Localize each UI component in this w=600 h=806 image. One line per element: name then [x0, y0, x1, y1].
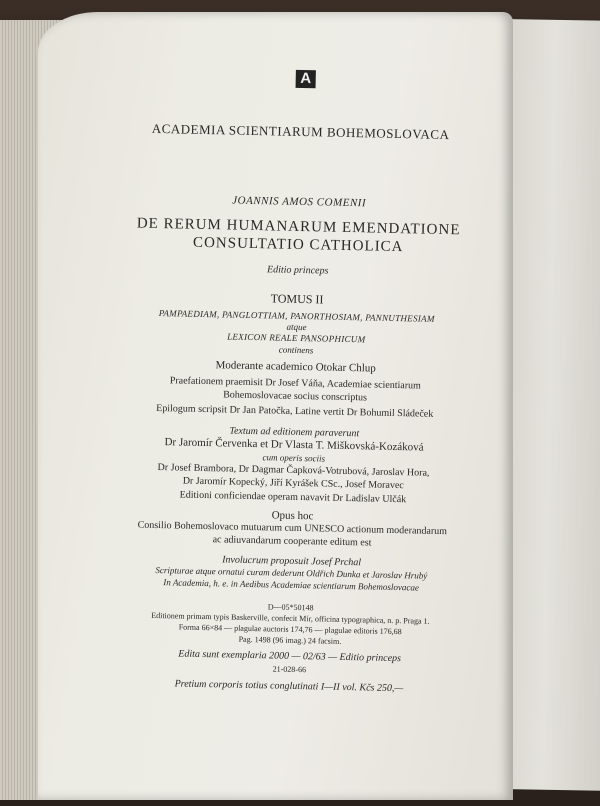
continens: continens	[278, 344, 314, 356]
pretium: Pretium corporis totius conglutinati I—II vol. Kčs 250,—	[174, 678, 404, 695]
title-line-2: CONSULTATIO CATHOLICA	[192, 234, 404, 256]
epilogum: Epilogum scripsit Dr Jan Patočka, Latine vertit Dr Bohumil Sládeček	[156, 402, 434, 420]
academia-logo: A	[296, 70, 316, 88]
editioni: Editioni conficiendae operam navavit Dr Ladislav Ulčák	[179, 489, 407, 506]
code-2: 21-028-66	[272, 664, 307, 675]
contents-line: PAMPAEDIAM, PANGLOTTIAM, PANORTHOSIAM, PANNUTHESIAM	[158, 308, 435, 324]
consilio-2: ac adiuvandarum cooperante editum est	[212, 534, 372, 549]
exemplaria: Edita sunt exemplaria 2000 — 02/63 — Editio princeps	[178, 648, 402, 665]
imprint-1: Editionem primam typis Baskerville, confecit Mír, officina typographica, n. p. Praga 1.	[151, 610, 430, 626]
editio-princeps: Editio princeps	[266, 264, 329, 277]
cum-operis-sociis: cum operis sociis	[262, 452, 326, 464]
opus-hoc: Opus hoc	[271, 509, 314, 523]
consilio-1: Consilio Bohemoslovaco mutuarum cum UNESCO actionum moderandarum	[137, 519, 448, 538]
praefationem-1: Praefationem praemisit Dr Josef Váňa, Academiae scientiarum	[169, 375, 421, 392]
textum: Textum ad editionem paraverunt	[229, 425, 360, 440]
socii-2: Dr Jaromír Kopecký, Jiří Kyrášek CSc., Josef Moravec	[182, 475, 404, 492]
imprint-2: Forma 66×84 — plagulae auctoris 174,76 — plagulae editoris 176,68	[178, 622, 402, 637]
volume: TOMUS II	[270, 291, 324, 307]
author: JOANNIS AMOS COMENII	[232, 194, 367, 210]
in-academia: In Academia, h. e. in Aedibus Academiae scientiarum Bohemoslovacae	[163, 577, 420, 593]
scripturae: Scripturae atque ornatui curam dederunt Oldřich Dunka et Jaroslav Hrubý	[155, 565, 428, 581]
socii-1: Dr Josef Brambora, Dr Dagmar Čapková-Votrubová, Jaroslav Hora,	[157, 462, 430, 479]
code: D—05*50148	[267, 602, 314, 613]
moderante: Moderante academico Otokar Chlup	[215, 359, 376, 375]
academy-name: ACADEMIA SCIENTIARUM BOHEMOSLOVACA	[151, 120, 450, 143]
title-line-1: DE RERUM HUMANARUM EMENDATIONE	[136, 215, 461, 239]
editors: Dr Jaromír Červenka et Dr Vlasta T. Miškovská-Kozáková	[164, 436, 424, 454]
lexicon: LEXICON REALE PANSOPHICUM	[227, 331, 366, 345]
atque: atque	[286, 321, 307, 333]
imprint-3: Pag. 1498 (96 imag.) 24 facsim.	[238, 634, 342, 646]
praefationem-2: Bohemoslovacae socius conscriptus	[223, 389, 368, 404]
involucrum: Involucrum proposuit Josef Prchal	[222, 554, 362, 569]
